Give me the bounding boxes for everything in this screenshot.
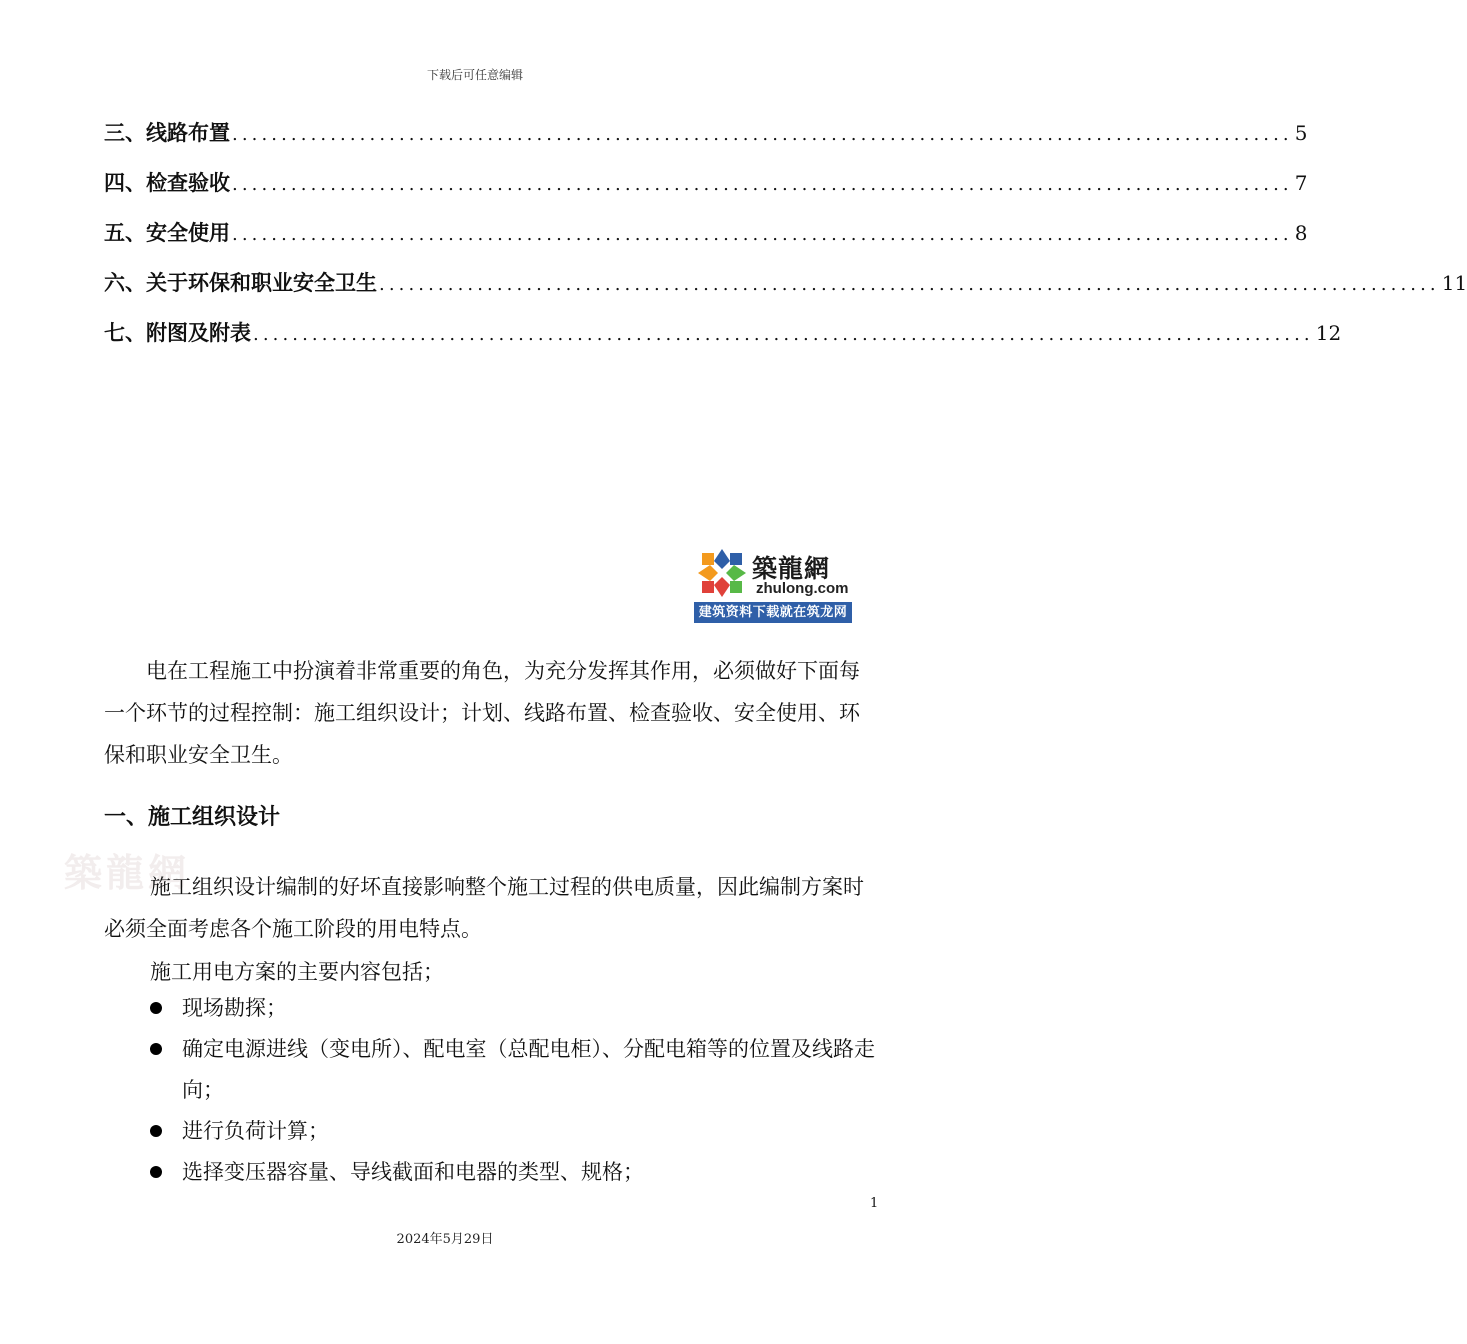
zhulong-logo-mark-icon bbox=[696, 547, 748, 599]
toc-leader-dots: ............................................................................................................ bbox=[379, 274, 1440, 295]
section-paragraph: 施工组织设计编制的好坏直接影响整个施工过程的供电质量，因此编制方案时必须全面考虑各个施工阶段的用电特点。 bbox=[104, 875, 864, 941]
toc-entry[interactable] bbox=[104, 117, 1308, 167]
toc-entry-title: 三、线路布置 bbox=[104, 121, 230, 145]
toc-entry[interactable] bbox=[104, 217, 1308, 267]
toc-entry-page: 12 bbox=[1315, 321, 1342, 345]
toc-entry-page: 11 bbox=[1441, 271, 1467, 295]
zhulong-logo bbox=[694, 543, 852, 623]
toc-leader-dots: ............................................................................................................ bbox=[232, 224, 1293, 245]
toc-entry-title: 四、检查验收 bbox=[104, 171, 230, 195]
toc-entry-title: 五、安全使用 bbox=[104, 221, 230, 245]
bullet-list bbox=[150, 988, 880, 1193]
bullet-dot-icon bbox=[150, 1002, 162, 1014]
toc-entry-page: 5 bbox=[1294, 121, 1308, 145]
list-item: 确定电源进线（变电所）、配电室（总配电柜）、分配电箱等的位置及线路走向； bbox=[150, 1029, 880, 1111]
logo-domain: zhulong.com bbox=[756, 580, 849, 597]
toc-entry-title: 七、附图及附表 bbox=[104, 321, 251, 345]
bullet-dot-icon bbox=[150, 1043, 162, 1055]
page-footer-date: 2024年5月29日 bbox=[396, 1232, 494, 1247]
toc-entry-page: 7 bbox=[1294, 171, 1308, 195]
bullet-dot-icon bbox=[150, 1166, 162, 1178]
watermark: 築龍網 bbox=[64, 850, 191, 895]
list-item: 现场勘探； bbox=[150, 988, 880, 1029]
bullet-dot-icon bbox=[150, 1125, 162, 1137]
toc-leader-dots: ............................................................................................................ bbox=[232, 174, 1293, 195]
toc-entry-title: 六、关于环保和职业安全卫生 bbox=[104, 271, 377, 295]
toc-entry[interactable] bbox=[104, 317, 1342, 367]
intro-paragraph: 电在工程施工中扮演着非常重要的角色，为充分发挥其作用，必须做好下面每一个环节的过程控制：施工组织设计；计划、线路布置、检查验收、安全使用、环保和职业安全卫生。 bbox=[104, 659, 860, 767]
logo-chinese-name: 築龍網 bbox=[752, 554, 831, 583]
toc-entry-page: 8 bbox=[1294, 221, 1308, 245]
toc-leader-dots: ............................................................................................................ bbox=[253, 324, 1314, 345]
toc-entry[interactable] bbox=[104, 267, 1467, 317]
page-number: 1 bbox=[870, 1196, 879, 1211]
table-of-contents bbox=[104, 117, 1467, 367]
toc-leader-dots: ............................................................................................................ bbox=[232, 124, 1293, 145]
section-heading: 一、施工组织设计 bbox=[104, 805, 281, 830]
logo-slogan: 建筑资料下载就在筑龙网 bbox=[694, 602, 852, 623]
list-intro: 施工用电方案的主要内容包括； bbox=[150, 960, 444, 984]
list-item: 进行负荷计算； bbox=[150, 1111, 880, 1152]
page-header: 下载后可任意编辑 bbox=[426, 68, 523, 82]
list-item: 选择变压器容量、导线截面和电器的类型、规格； bbox=[150, 1152, 880, 1193]
toc-entry[interactable] bbox=[104, 167, 1308, 217]
